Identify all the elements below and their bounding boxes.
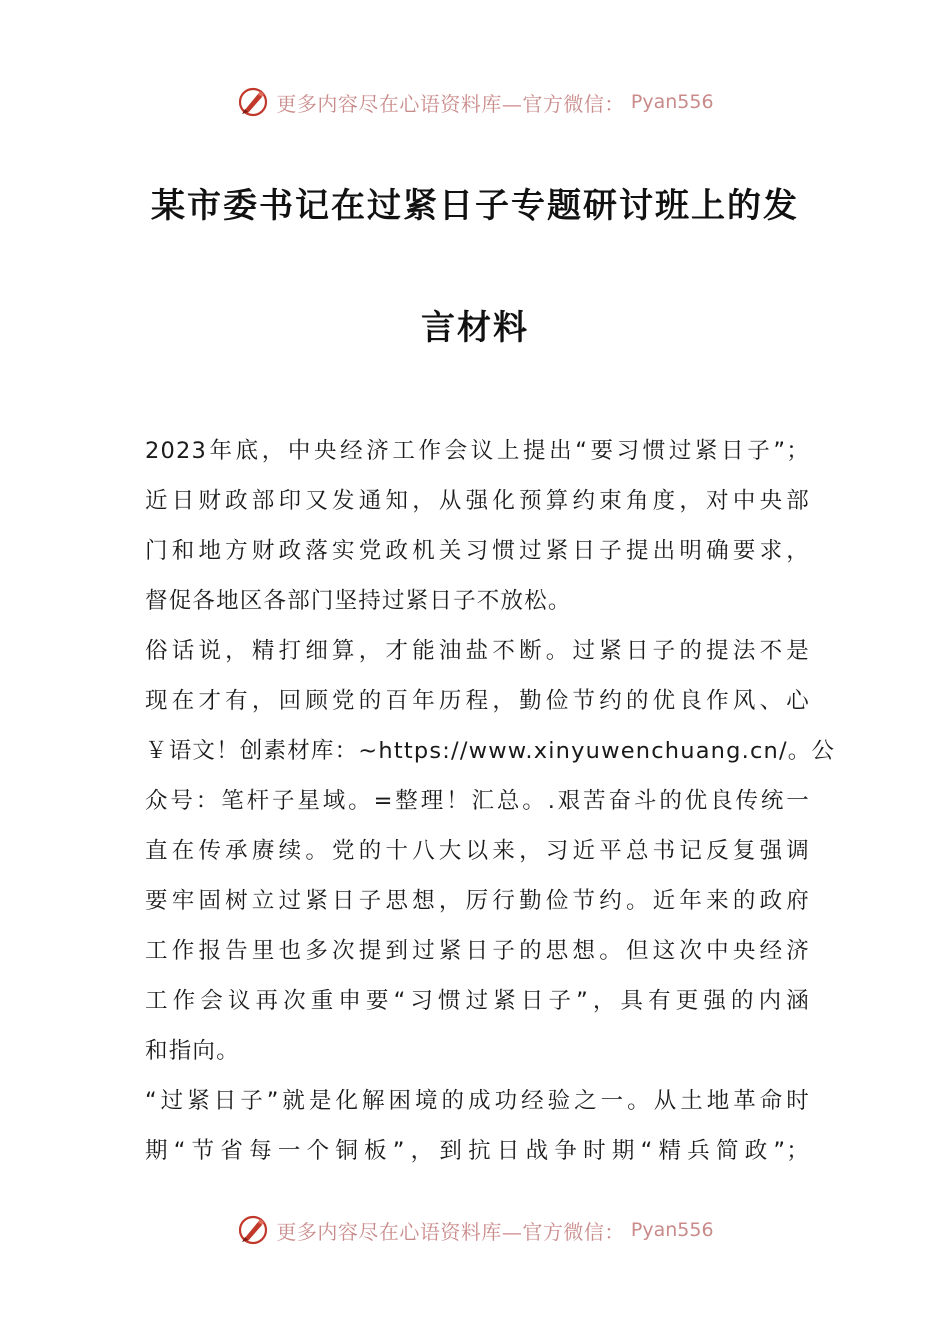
body-line: 工作会议再次重申要“习惯过紧日子”，具有更强的内涵 — [145, 988, 810, 1014]
body-line: 工作报告里也多次提到过紧日子的思想。但这次中央经济 — [145, 938, 810, 964]
document-title-line-1: 某市委书记在过紧日子专题研讨班上的发 — [151, 186, 799, 226]
document-title-line-2: 言材料 — [421, 308, 529, 348]
body-line: “过紧日子”就是化解困境的成功经验之一。从土地革命时 — [145, 1088, 810, 1114]
document-body — [145, 426, 836, 1176]
header-banner — [0, 82, 950, 122]
body-line: 2023年底，中央经济工作会议上提出“要习惯过紧日子”； — [145, 438, 810, 464]
body-line: 众号：笔杆子星域。=整理！汇总。.艰苦奋斗的优良传统一 — [145, 788, 810, 814]
body-line: 和指向。 — [145, 1038, 240, 1064]
body-line: 直在传承赓续。党的十八大以来，习近平总书记反复强调 — [145, 838, 810, 864]
body-line: 要牢固树立过紧日子思想，厉行勤俭节约。近年来的政府 — [145, 888, 810, 914]
body-line: 门和地方财政落实党政机关习惯过紧日子提出明确要求， — [145, 538, 810, 564]
banner-text: 更多内容尽在心语资料库—官方微信： — [276, 1219, 625, 1244]
banner-wechat-id: Pyan556 — [630, 91, 714, 113]
body-line: ￥语文！创素材库：~https://www.xinyuwenchuang.cn/。公 — [145, 738, 836, 764]
body-line: 现在才有，回顾党的百年历程，勤俭节约的优良作风、心 — [145, 688, 810, 714]
footer-banner — [0, 1210, 950, 1250]
banner-wechat-id: Pyan556 — [630, 1219, 714, 1241]
banner-text: 更多内容尽在心语资料库—官方微信： — [276, 91, 625, 116]
body-line: 俗话说，精打细算，才能油盐不断。过紧日子的提法不是 — [145, 638, 810, 664]
body-line: 期“节省每一个铜板”，到抗日战争时期“精兵简政”； — [145, 1138, 810, 1164]
pen-logo-icon — [236, 85, 270, 119]
pen-logo-icon — [236, 1213, 270, 1247]
body-line: 督促各地区各部门坚持过紧日子不放松。 — [145, 588, 572, 614]
body-line: 近日财政部印又发通知，从强化预算约束角度，对中央部 — [145, 488, 810, 514]
